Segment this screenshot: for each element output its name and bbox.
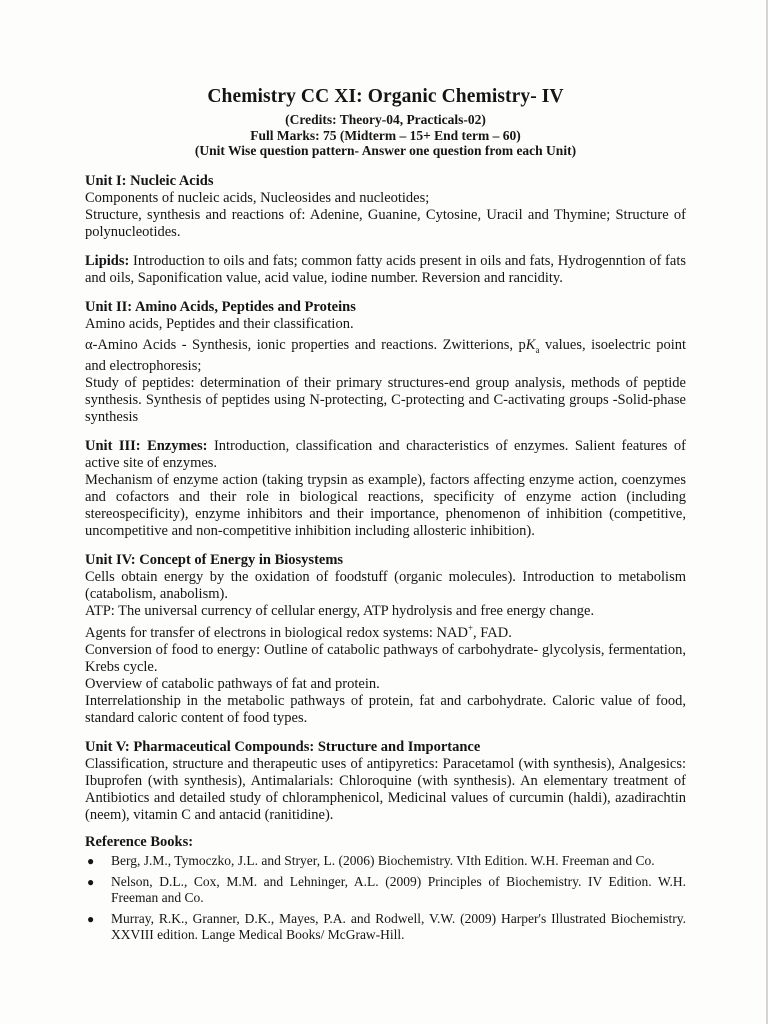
unit-5-section [85,739,686,824]
unit-3-text: Introduction, classification and characteristics of enzymes. Salient features of active site of enzymes. [85,438,686,472]
unit-4-line-4: Conversion of food to energy: Outline of catabolic pathways of carbohydrate- glycolysis, fermentation, Krebs cycle. [85,642,686,676]
unit-5-heading: Unit V: Pharmaceutical Compounds: Structure and Importance [85,739,481,756]
unit-3-line-2: Mechanism of enzyme action (taking trypsin as example), factors affecting enzyme action, coenzymes and cofactors and their role in biological reactions, specificity of enzyme action (including stereospecificity), enzyme inhibitors and their importance, phenomenon of inhibition (competitive, uncompetitive and non-competitive inhibition including allosteric inhibition). [85,472,686,540]
unit-1-line-1: Components of nucleic acids, Nucleosides and nucleotides; [85,189,430,206]
unit-2-section [85,299,686,427]
unit-3-heading: Unit III: Enzymes: [85,438,208,455]
pka-sub: a [535,344,540,355]
unit-4-line-3 [85,620,686,642]
unit-2-line-2-post: values, isoelectric point and electrophoresis; [85,336,686,375]
unit-4-line-1: Cells obtain energy by the oxidation of foodstuff (organic molecules). Introduction to metabolism (catabolism, anabolism). [85,569,686,603]
reference-text: Murray, R.K., Granner, D.K., Mayes, P.A. and Rodwell, V.W. (2009) Harper's Illustrated Biochemistry. XXVIII edition. Lange Medical Books/ McGraw-Hill. [111,910,686,943]
unit-4-line-3-post: , FAD. [473,625,512,642]
unit-3-paragraph [85,438,686,472]
reference-text: Nelson, D.L., Cox, M.M. and Lehninger, A.L. (2009) Principles of Biochemistry. IV Edition. W.H. Freeman and Co. [111,873,686,906]
reference-text: Berg, J.M., Tymoczko, J.L. and Stryer, L. (2006) Biochemistry. VIth Edition. W.H. Freeman and Co. [111,853,655,869]
unit-4-line-2: ATP: The universal currency of cellular energy, ATP hydrolysis and free energy change. [85,603,595,620]
unit-4-section [85,552,686,727]
credits-line: (Credits: Theory-04, Practicals-02) [285,112,486,127]
unit-4-heading: Unit IV: Concept of Energy in Biosystems [85,552,344,569]
reference-item [85,853,686,870]
references-heading: Reference Books: [85,834,194,851]
unit-2-line-1: Amino acids, Peptides and their classification. [85,315,354,332]
reference-item [85,874,686,907]
title-block [85,86,686,159]
lipids-paragraph [85,253,686,287]
unit-2-line-2-pre: α-Amino Acids - Synthesis, ionic properties and reactions. Zwitterions, p [85,336,526,353]
unit-3-section [85,438,686,540]
unit-1-heading: Unit I: Nucleic Acids [85,172,214,189]
nad-sup: + [467,623,474,634]
bullet-icon: ● [87,874,95,889]
lipids-section [85,253,686,287]
unit-4-line-3-pre: Agents for transfer of electrons in biological redox systems: NAD [85,625,468,642]
unit-2-line-3: Study of peptides: determination of their primary structures-end group analysis, methods of peptide synthesis. Synthesis of peptides using N-protecting, C-protecting and C-activating groups -Solid-phase synthesis [85,375,686,426]
bullet-icon: ● [87,854,95,869]
references-section [85,834,686,944]
unit-1-line-2: Structure, synthesis and reactions of: Adenine, Guanine, Cytosine, Uracil and Thymine; Structure of polynucleotides. [85,206,686,240]
reference-item [85,911,686,944]
references-list [85,853,686,944]
pattern-line: (Unit Wise question pattern- Answer one question from each Unit) [194,143,577,158]
unit-4-line-5: Overview of catabolic pathways of fat and protein. [85,676,380,693]
lipids-heading: Lipids: [85,252,130,269]
page-title: Chemistry CC XI: Organic Chemistry- IV [207,86,564,107]
unit-5-text: Classification, structure and therapeutic uses of antipyretics: Paracetamol (with synthesis), Analgesics: Ibuprofen (with synthesis), Antimalarials: Chloroquine (with synthesis). An elementary treatment of Antibiotics and detailed study of chloramphenicol, Medicinal values of curcumin (haldi), azadirachtin (neem), vitamin C and antacid (ranitidine). [85,756,686,824]
unit-1-section [85,173,686,241]
unit-2-line-2 [85,337,686,376]
lipids-text: Introduction to oils and fats; common fatty acids present in oils and fats, Hydrogenntion of fats and oils, Saponification value, acid value, iodine number. Reversion and rancidity. [85,252,686,286]
pka-k: K [525,336,536,353]
marks-line: Full Marks: 75 (Midterm – 15+ End term – 60) [250,127,521,143]
unit-2-heading: Unit II: Amino Acids, Peptides and Proteins [85,298,356,315]
bullet-icon: ● [87,911,95,926]
unit-4-line-6: Interrelationship in the metabolic pathways of protein, fat and carbohydrate. Caloric value of food, standard caloric content of food types. [85,693,686,727]
